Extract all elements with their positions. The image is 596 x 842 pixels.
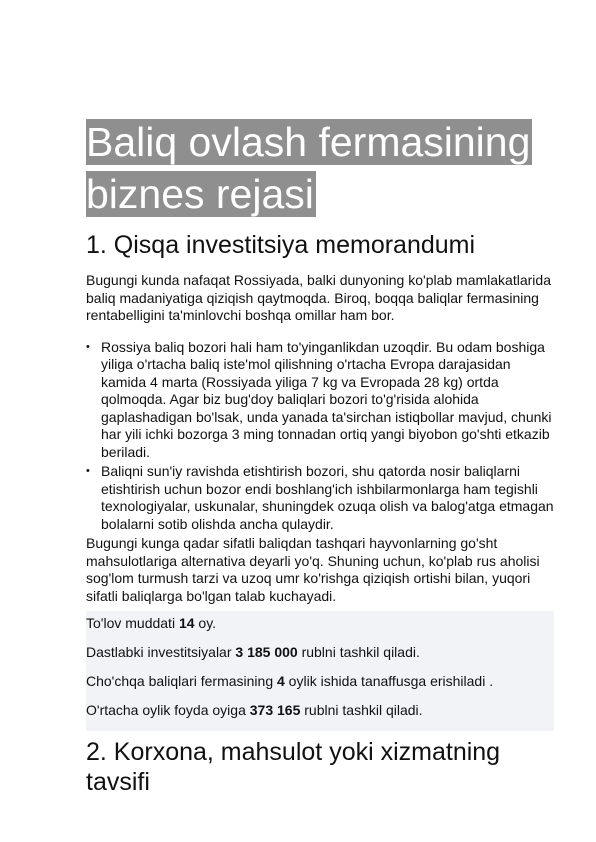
bullet-list bbox=[86, 339, 556, 534]
payback-row bbox=[86, 615, 554, 644]
document-page bbox=[86, 116, 556, 809]
title-line-2: biznes rejasi bbox=[86, 171, 314, 217]
payback-label: To'lov muddati bbox=[86, 615, 179, 631]
bullet-text: Rossiya baliq bozori hali ham to'yinganlikdan uzoqdir. Bu odam boshiga yiliga o'rtacha baliq iste'mol qilishning o'rtacha Evropa darajasidan kamida 4 marta (Rossiyada yiliga 7 kg va Evropada 28 kg) ortda qolmoqda. Agar biz bug'doy baliqlari bozori to'g'risida alohida gaplashadigan bo'lsak, unda yanada ta'sirchan istiqbollar mavjud, chunki har yili ichki bozorga 3 ming tonnadan ortiq yangi biyobon go'shti etkazib beriladi. bbox=[101, 338, 552, 460]
profit-label: O'rtacha oylik foyda oyiga bbox=[86, 702, 250, 718]
bullet-icon: • bbox=[86, 465, 90, 477]
section-1-heading: 1. Qisqa investitsiya memorandumi bbox=[86, 231, 476, 259]
title-line-1: Baliq ovlash fermasining bbox=[86, 119, 531, 165]
investment-unit: rublni tashkil qiladi. bbox=[297, 644, 420, 660]
document-title bbox=[86, 116, 556, 220]
investment-value: 3 185 000 bbox=[235, 644, 298, 660]
payback-unit: oy. bbox=[194, 615, 217, 631]
breakeven-label: Cho'chqa baliqlari fermasining bbox=[86, 673, 277, 689]
breakeven-value: 4 bbox=[277, 673, 285, 689]
bullet-text: Baliqni sun'iy ravishda etishtirish bozori, shu qatorda nosir baliqlarni etishtirish uchun bozor endi boshlang'ich ishbilarmonlarga ham tegishli texnologiyalar, uskunalar, shuningdek ozuqa olish va balog'atga etmagan bolalarni sotib olishda ancha qulaydir. bbox=[101, 463, 554, 532]
closing-paragraph: Bugungi kunga qadar sifatli baliqdan tashqari hayvonlarning go'sht mahsulotlariga alternativa deyarli yo'q. Shuning uchun, ko'plab rus aholisi sog'lom turmush tarzi va uzoq umr ko'rishga qiziqish ortishi bilan, yuqori sifatli baliqlarga bo'lgan talab kuchayadi. bbox=[86, 535, 540, 604]
section-2-heading: 2. Korxona, mahsulot yoki xizmatning tavsifi bbox=[86, 738, 501, 796]
bullet-icon: • bbox=[86, 340, 90, 353]
investment-row bbox=[86, 644, 554, 673]
profit-row bbox=[86, 702, 554, 731]
profit-value: 373 165 bbox=[249, 702, 301, 718]
profit-unit: rublni tashkil qiladi. bbox=[300, 702, 423, 718]
summary-box bbox=[86, 611, 554, 731]
breakeven-unit: oylik ishida tanaffusga erishiladi . bbox=[284, 673, 494, 689]
list-item bbox=[86, 463, 556, 533]
investment-label: Dastlabki investitsiyalar bbox=[86, 644, 236, 660]
intro-paragraph: Bugungi kunda nafaqat Rossiyada, balki dunyoning ko'plab mamlakatlarida baliq madaniyatiga qiziqish qaytmoqda. Biroq, boqqa baliqlar fermasining rentabelligini ta'minlovchi boshqa omillar ham bor. bbox=[86, 272, 551, 323]
list-item bbox=[86, 339, 556, 462]
breakeven-row bbox=[86, 673, 554, 702]
payback-value: 14 bbox=[178, 615, 195, 631]
